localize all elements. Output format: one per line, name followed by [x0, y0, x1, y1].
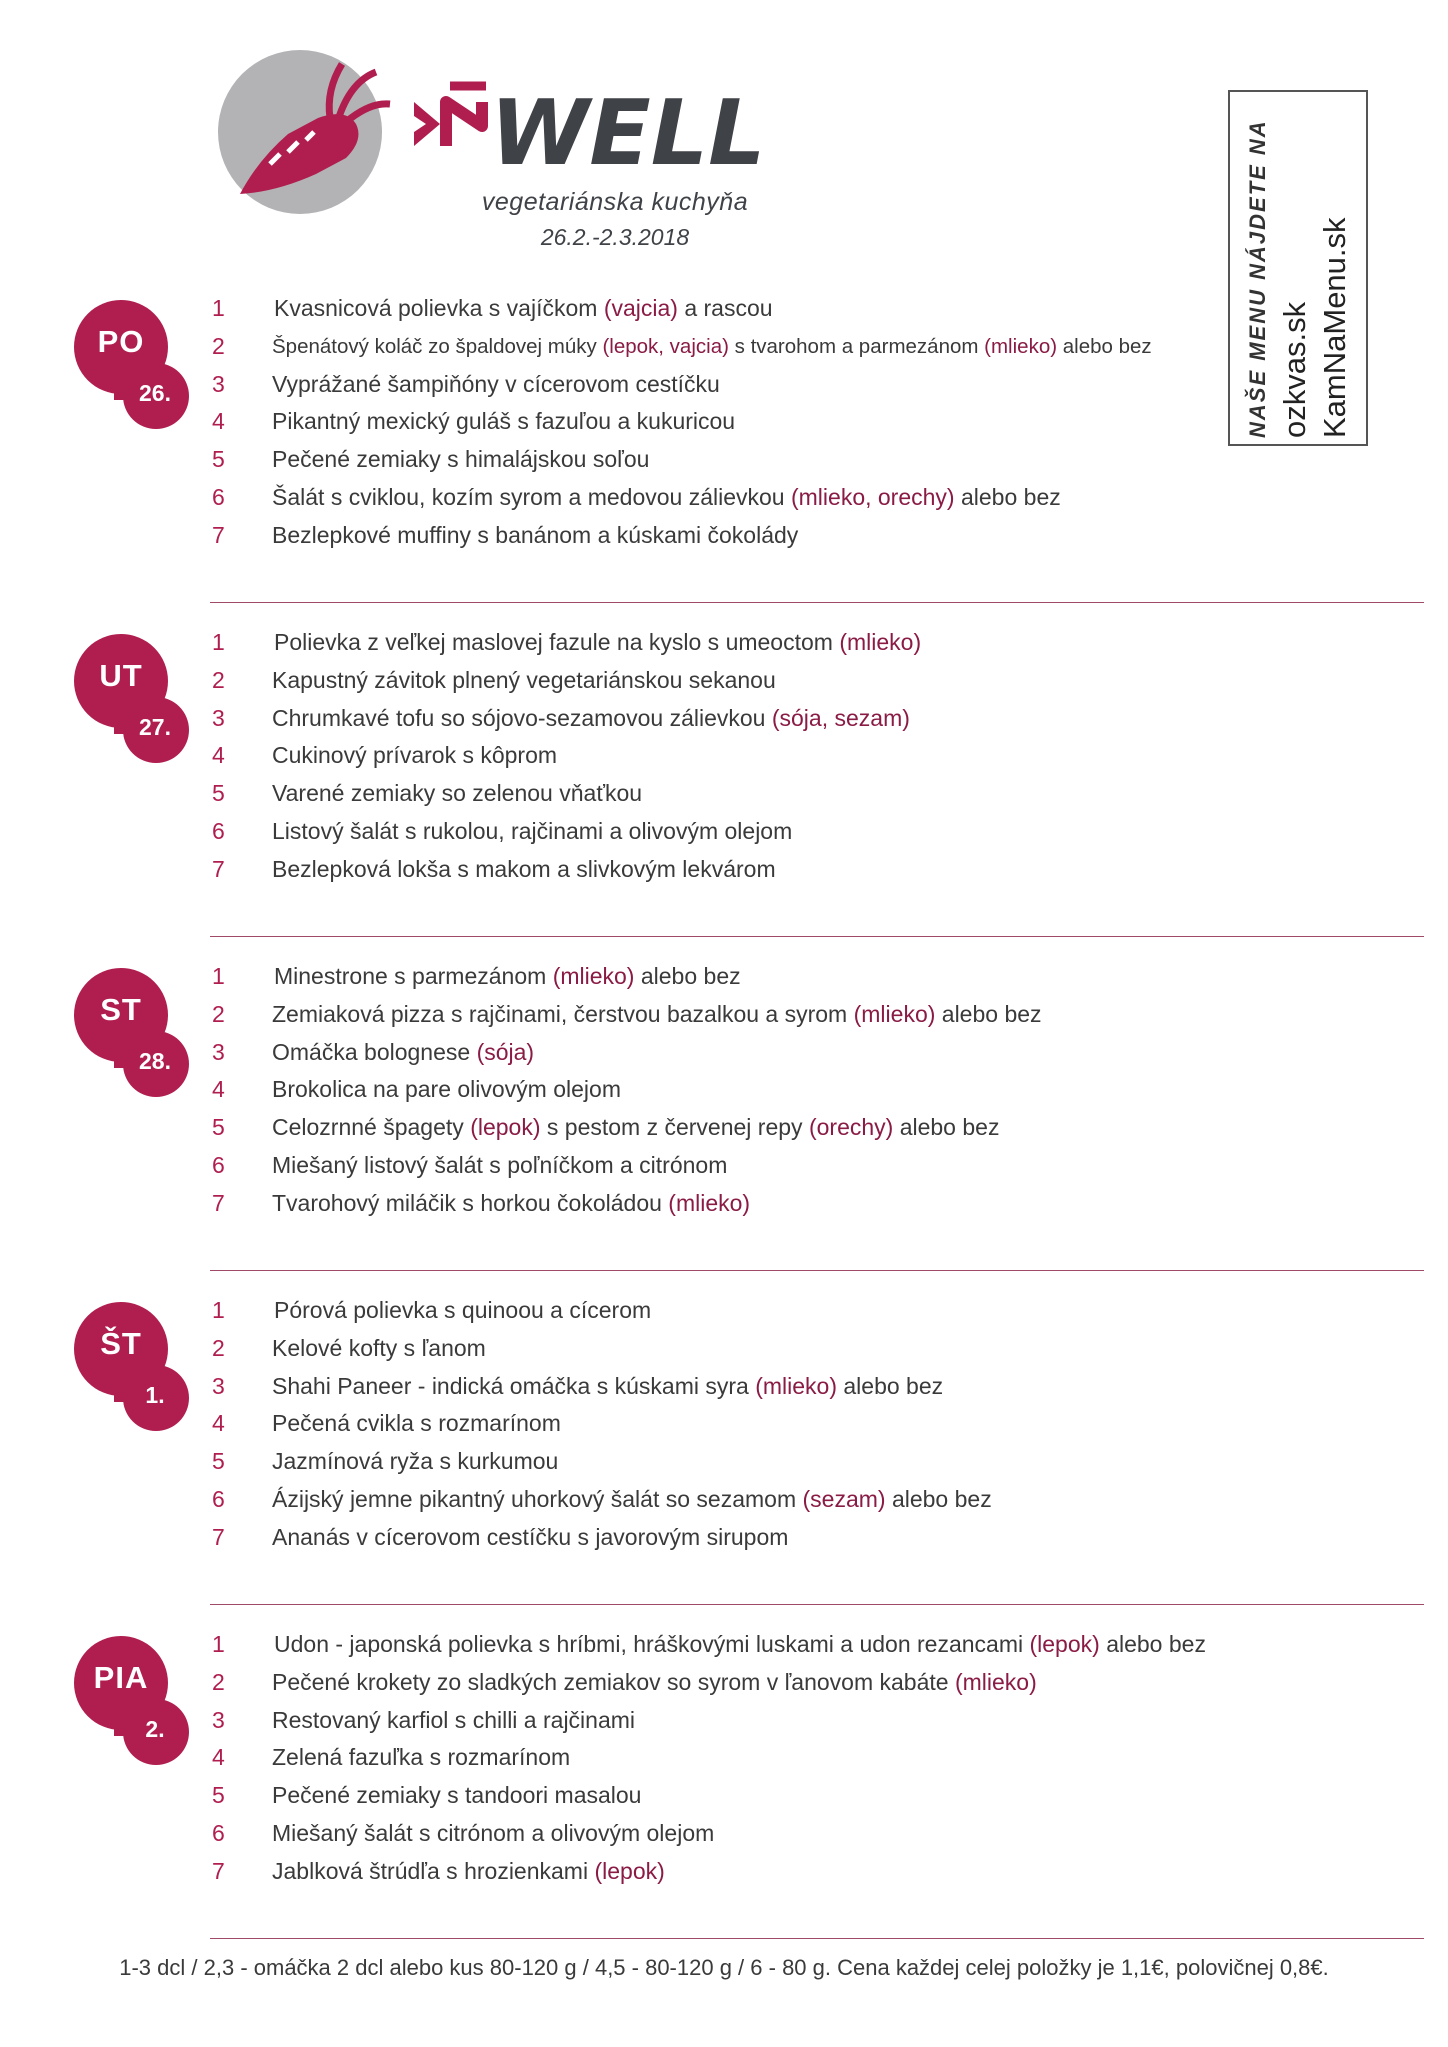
menu-item	[212, 1853, 1424, 1891]
menu-item-number: 4	[212, 1076, 225, 1103]
allergen-label: (vajcia)	[603, 295, 678, 321]
allergen-label: (sója)	[476, 1038, 535, 1065]
menu-item-number: 7	[212, 1523, 225, 1550]
dish-text: Pečená cvikla s rozmarínom	[272, 1410, 561, 1437]
dish-text: Listový šalát s rukolou, rajčinami a olivovým olejom	[272, 817, 793, 844]
day-date: 27.	[139, 714, 171, 740]
dish-text: alebo bez	[885, 1485, 992, 1512]
menu-item	[212, 813, 1424, 851]
menu-item-number: 3	[212, 1038, 225, 1065]
dish-text: Kapustný závitok plnený vegetariánskou sekanou	[272, 666, 776, 693]
menu-item	[212, 1405, 1424, 1443]
menu-item-text	[274, 958, 741, 996]
menu-item	[212, 1185, 1424, 1223]
day-badge-shape	[74, 1302, 190, 1432]
section-divider	[210, 1938, 1424, 1939]
dish-text: Chrumkavé tofu so sójovo-sezamovou zálievkou	[272, 704, 772, 731]
menu-item-number: 7	[212, 521, 225, 548]
dish-text: Minestrone s parmezánom	[274, 963, 553, 989]
dish-text: Ázijský jemne pikantný uhorkový šalát so sezamom	[272, 1485, 803, 1512]
menu-item	[212, 441, 1424, 479]
menu-item	[212, 662, 1424, 700]
menu-item-number: 3	[212, 370, 225, 397]
menu-items-list	[212, 1292, 1424, 1557]
dish-text: alebo bez	[893, 1114, 1000, 1141]
dish-text: Zemiaková pizza s rajčinami, čerstvou bazalkou a syrom	[272, 1000, 854, 1027]
footer-note: 1-3 dcl / 2,3 - omáčka 2 dcl alebo kus 80-120 g / 4,5 - 80-120 g / 6 - 80 g. Cena každej celej položky je 1,1€, polovičnej 0,8€.	[119, 1955, 1329, 1980]
day-abbr: PIA	[93, 1660, 149, 1695]
day-section	[100, 1292, 1424, 1557]
menu-item	[212, 1292, 1424, 1330]
menu-item-number: 4	[212, 408, 225, 435]
allergen-label: (mlieko, orechy)	[790, 483, 955, 510]
menu-item	[212, 366, 1424, 404]
menu-item-number: 5	[212, 780, 225, 807]
dish-text: Pečené zemiaky s himalájskou soľou	[272, 446, 650, 473]
menu-item	[212, 1815, 1424, 1853]
menu-item-text	[272, 1368, 943, 1406]
menu-item-number: 2	[212, 1334, 225, 1361]
menu-item	[212, 290, 1424, 328]
menu-item	[212, 700, 1424, 738]
menu-items-list	[212, 290, 1424, 555]
dish-text: Ananás v cícerovom cestíčku s javorovým sirupom	[272, 1523, 789, 1550]
menu-item	[212, 1739, 1424, 1777]
menu-item-text	[272, 1147, 727, 1185]
dish-text: Tvarohový miláčik s horkou čokoládou	[272, 1189, 669, 1216]
menu-item-number: 3	[212, 704, 225, 731]
menu-item-number: 5	[212, 1114, 225, 1141]
menu-item-text	[274, 1626, 1206, 1664]
menu-item-text	[272, 1664, 1037, 1702]
dish-text: s pestom z červenej repy	[540, 1114, 809, 1141]
dish-text: Pikantný mexický guláš s fazuľou a kukuricou	[272, 408, 736, 435]
menu-item-number: 4	[212, 1410, 225, 1437]
menu-item-number: 6	[212, 817, 225, 844]
menu-item-number: 7	[212, 1189, 225, 1216]
menu-item-text	[272, 1853, 665, 1891]
menu-item-text	[272, 1034, 534, 1072]
dish-text: Zelená fazuľka s rozmarínom	[272, 1744, 571, 1771]
day-date: 2.	[145, 1716, 165, 1742]
menu-item-text	[272, 1777, 641, 1815]
dish-text: alebo bez	[935, 1000, 1042, 1027]
menu-item-number: 2	[212, 332, 225, 359]
menu-item	[212, 1481, 1424, 1519]
menu-item-number: 4	[212, 1744, 225, 1771]
menu-item	[212, 328, 1424, 366]
dish-text: Vyprážané šampiňóny v cícerovom cestíčku	[272, 370, 720, 397]
menu-item-text	[272, 1109, 999, 1147]
menu-item-number: 4	[212, 742, 225, 769]
menu-item-text	[272, 1443, 558, 1481]
dish-text: Miešaný listový šalát s poľníčkom a citrónom	[272, 1151, 728, 1178]
menu-item-text	[272, 700, 910, 738]
date-range: 26.2.-2.3.2018	[540, 224, 690, 250]
menu-item-text	[272, 1739, 570, 1777]
dish-text: Brokolica na pare olivovým olejom	[272, 1076, 621, 1103]
menu-item-text	[272, 737, 557, 775]
day-date: 28.	[139, 1048, 171, 1074]
menu-item-text	[272, 1330, 486, 1368]
menu-item-number: 2	[212, 666, 225, 693]
dish-text: Bezlepkové muffiny s banánom a kúskami čokolády	[272, 521, 799, 548]
dish-text: Polievka z veľkej maslovej fazule na kyslo s umeoctom	[274, 629, 840, 655]
menu-item-number: 2	[212, 1668, 225, 1695]
day-abbr: UT	[99, 658, 143, 693]
day-section	[100, 958, 1424, 1223]
dish-text: Jablková štrúdľa s hrozienkami	[272, 1857, 595, 1884]
dish-text: alebo bez	[1057, 334, 1152, 358]
menu-item	[212, 1664, 1424, 1702]
dish-text: alebo bez	[1099, 1631, 1206, 1657]
menu-item-text	[272, 1702, 635, 1740]
menu-items-list	[212, 624, 1424, 889]
day-date: 26.	[139, 380, 171, 406]
menu-item-number: 6	[212, 1151, 225, 1178]
dish-text: Kelové kofty s ľanom	[272, 1334, 486, 1361]
allergen-label: (sója, sezam)	[771, 704, 910, 731]
menu-item-number: 7	[212, 855, 225, 882]
menu-item-number: 1	[212, 1297, 225, 1323]
day-badge-shape	[74, 300, 190, 430]
day-badge-shape	[74, 1636, 190, 1766]
menu-item-number: 1	[212, 963, 225, 989]
menu-item	[212, 1702, 1424, 1740]
menu-item	[212, 1519, 1424, 1557]
menu-item	[212, 403, 1424, 441]
dish-text: Cukinový prívarok s kôprom	[272, 742, 558, 769]
menu-item-text	[272, 1815, 714, 1853]
dish-text: Pečené krokety zo sladkých zemiakov so syrom v ľanovom kabáte	[272, 1668, 955, 1695]
allergen-label: (lepok)	[1029, 1631, 1100, 1657]
dish-text: Pečené zemiaky s tandoori masalou	[272, 1782, 642, 1809]
subtitle: vegetariánska kuchyňa	[481, 188, 749, 216]
menu-item	[212, 517, 1424, 555]
dish-text: Varené zemiaky so zelenou vňaťkou	[272, 780, 643, 807]
menu-item-number: 5	[212, 1448, 225, 1475]
menu-item-number: 1	[212, 1631, 225, 1657]
section-divider	[210, 602, 1424, 603]
menu-item-text	[274, 1292, 651, 1330]
menu-item	[212, 1147, 1424, 1185]
menu-item-number: 6	[212, 483, 225, 510]
allergen-label: (orechy)	[808, 1114, 894, 1141]
menu-item-number: 2	[212, 1000, 225, 1027]
dish-text: a rascou	[677, 295, 773, 321]
section-divider	[210, 936, 1424, 937]
day-badge	[74, 1302, 190, 1432]
dish-text: Celozrnné špagety	[272, 1114, 471, 1141]
menu-item-text	[272, 1185, 750, 1223]
menu-item-text	[272, 441, 649, 479]
menu-item-number: 1	[212, 295, 225, 321]
menu-item-text	[272, 328, 1152, 366]
menu-item-text	[272, 851, 776, 889]
dish-text: alebo bez	[954, 483, 1061, 510]
allergen-label: (mlieko)	[755, 1372, 837, 1399]
day-badge-shape	[74, 968, 190, 1098]
menu-item-number: 1	[212, 629, 225, 655]
dish-text: Shahi Paneer - indická omáčka s kúskami syra	[272, 1372, 756, 1399]
menu-item-text	[272, 813, 792, 851]
dish-text: Miešaný šalát s citrónom a olivovým olejom	[272, 1819, 715, 1846]
menu-item	[212, 624, 1424, 662]
menu-item	[212, 851, 1424, 889]
menu-item-number: 5	[212, 1782, 225, 1809]
day-date: 1.	[145, 1382, 165, 1408]
menu-item	[212, 958, 1424, 996]
allergen-label: (lepok)	[594, 1857, 665, 1884]
section-divider	[210, 1270, 1424, 1271]
day-section	[99, 624, 1424, 889]
menu-item-number: 6	[212, 1819, 225, 1846]
site-kamnamenu: KamNaMenu.sk	[1317, 217, 1352, 438]
day-abbr: ST	[100, 992, 142, 1027]
section-divider	[210, 1604, 1424, 1605]
menu-item-number: 7	[212, 1857, 225, 1884]
menu-item-text	[274, 624, 921, 662]
menu-items-list	[212, 1626, 1424, 1891]
day-badge	[74, 300, 190, 430]
menu-item-number: 6	[212, 1485, 225, 1512]
menu-item-text	[272, 775, 642, 813]
allergen-label: (sezam)	[802, 1485, 886, 1512]
menu-item	[212, 1034, 1424, 1072]
menu-item	[212, 1626, 1424, 1664]
dish-text: Omáčka bolognese	[272, 1038, 477, 1065]
day-badge	[74, 1636, 190, 1766]
menu-item-text	[272, 517, 798, 555]
allergen-label: (mlieko)	[954, 1668, 1037, 1695]
dish-text: Pórová polievka s quinoou a cícerom	[274, 1297, 652, 1323]
logo-mark	[414, 86, 486, 146]
menu-item	[212, 1777, 1424, 1815]
dish-text: Špenátový koláč zo špaldovej múky	[272, 334, 603, 358]
dish-text: s tvarohom a parmezánom	[728, 334, 985, 358]
dish-text: alebo bez	[634, 963, 741, 989]
day-abbr: ŠT	[100, 1326, 142, 1361]
menu-item	[212, 1368, 1424, 1406]
dish-text: Bezlepková lokša s makom a slivkovým lekvárom	[272, 855, 776, 882]
allergen-label: (lepok)	[470, 1114, 541, 1141]
dish-text: Šalát s cviklou, kozím syrom a medovou zálievkou	[272, 483, 791, 510]
allergen-label: (mlieko)	[853, 1000, 936, 1027]
dish-text: Kvasnicová polievka s vajíčkom	[274, 295, 604, 321]
site-ozkvas: ozkvas.sk	[1277, 301, 1312, 438]
day-badge	[74, 634, 190, 764]
day-section	[93, 1626, 1424, 1891]
allergen-label: (mlieko)	[668, 1189, 751, 1216]
dish-text: Restovaný karfiol s chilli a rajčinami	[272, 1706, 636, 1733]
menu-items-list	[212, 958, 1424, 1223]
menu-item	[212, 1109, 1424, 1147]
menu-item-text	[272, 1071, 621, 1109]
menu-item	[212, 1071, 1424, 1109]
menu-item-number: 3	[212, 1372, 225, 1399]
day-badge-shape	[74, 634, 190, 764]
allergen-label: (mlieko)	[984, 334, 1058, 358]
dish-text: alebo bez	[836, 1372, 944, 1399]
menu-item-text	[272, 403, 735, 441]
menu-item-text	[272, 1519, 788, 1557]
menu-item-text	[272, 1405, 561, 1443]
menu-item	[212, 1443, 1424, 1481]
menu-item-number: 5	[212, 446, 225, 473]
day-badge	[74, 968, 190, 1098]
menu-item-text	[272, 996, 1042, 1034]
allergen-label: (mlieko)	[552, 963, 635, 989]
logo-text: WELL	[490, 81, 766, 186]
menu-item-text	[272, 1481, 992, 1519]
dish-text: Udon - japonská polievka s hríbmi, hráškovými luskami a udon rezancami	[274, 1631, 1030, 1657]
menu-item	[212, 1330, 1424, 1368]
menu-item	[212, 775, 1424, 813]
menu-item-text	[272, 366, 720, 404]
day-abbr: PO	[97, 324, 145, 359]
dish-text: Jazmínová ryža s kurkumou	[272, 1448, 559, 1475]
menu-item	[212, 996, 1424, 1034]
menu-item-text	[274, 290, 773, 328]
where-to-find-title: NAŠE MENU NÁJDETE NA	[1245, 119, 1270, 438]
menu-item	[212, 479, 1424, 517]
menu-item	[212, 737, 1424, 775]
menu-item-number: 3	[212, 1706, 225, 1733]
menu-item-text	[272, 662, 776, 700]
menu-item-text	[272, 479, 1061, 517]
day-section	[97, 290, 1424, 555]
allergen-label: (mlieko)	[839, 629, 922, 655]
allergen-label: (lepok, vajcia)	[602, 334, 729, 358]
